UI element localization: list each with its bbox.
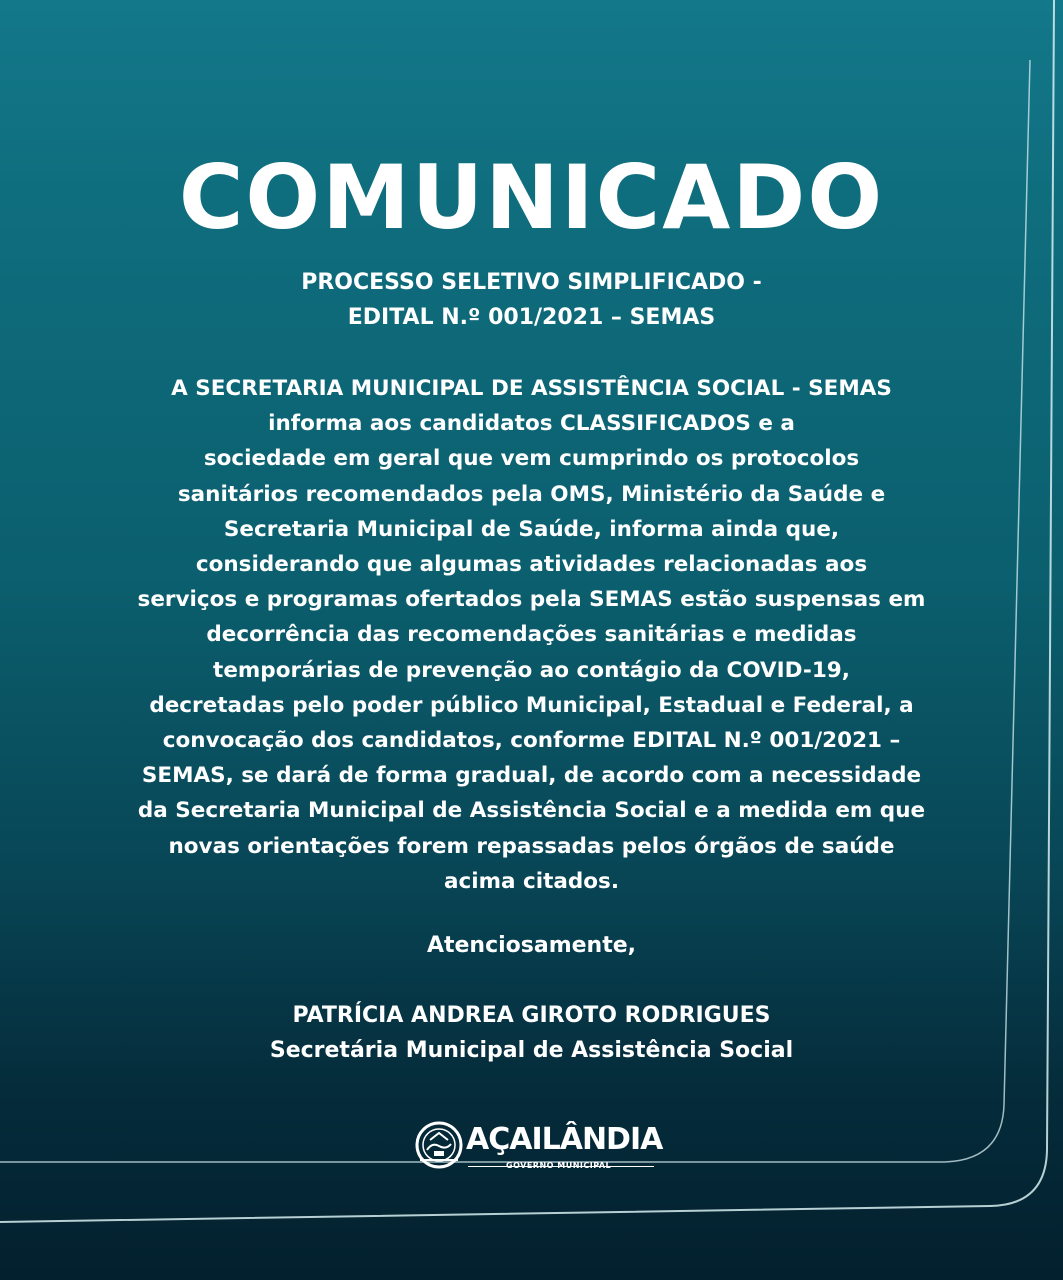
body-line: novas orientações forem repassadas pelos órgãos de saúde xyxy=(168,833,895,859)
body-line: da Secretaria Municipal de Assistência Social e a medida em que xyxy=(137,798,926,824)
body-line: informa aos candidatos CLASSIFICADOS e a xyxy=(268,411,795,437)
body-line: serviços e programas ofertados pela SEMAS estão suspensas em xyxy=(137,587,926,613)
subtitle xyxy=(0,265,1063,335)
body-line: A SECRETARIA MUNICIPAL DE ASSISTÊNCIA SOCIAL - SEMAS xyxy=(171,376,892,401)
city-emblem-icon xyxy=(414,1120,464,1170)
body-line: temporárias de prevenção ao contágio da COVID-19, xyxy=(213,657,850,683)
body-line: SEMAS, se dará de forma gradual, de acordo com a necessidade xyxy=(141,763,922,789)
body-line: convocação dos candidatos, conforme EDITAL N.º 001/2021 – xyxy=(162,728,901,754)
body-line: sociedade em geral que vem cumprindo os protocolos xyxy=(203,446,860,472)
city-logo xyxy=(414,1118,663,1178)
body-line: acima citados. xyxy=(443,868,620,894)
signatory-role: Secretária Municipal de Assistência Social xyxy=(269,1038,794,1063)
body-line: decretadas pelo poder público Municipal, Estadual e Federal, a xyxy=(149,692,914,718)
announcement-body xyxy=(0,371,1063,899)
signature-block xyxy=(0,998,1063,1068)
closing-salutation: Atenciosamente, xyxy=(426,933,637,958)
body-line: sanitários recomendados pela OMS, Ministério da Saúde e xyxy=(177,481,886,507)
page-title: COMUNICADO xyxy=(178,146,885,249)
subtitle-line: EDITAL N.º 001/2021 – SEMAS xyxy=(347,305,716,330)
logo-name: AÇAILÂNDIA xyxy=(466,1122,663,1157)
signatory-name: PATRÍCIA ANDREA GIROTO RODRIGUES xyxy=(292,1003,771,1028)
body-line: Secretaria Municipal de Saúde, informa ainda que, xyxy=(223,516,840,542)
body-line: considerando que algumas atividades relacionadas aos xyxy=(195,552,868,578)
body-line: decorrência das recomendações sanitárias e medidas xyxy=(206,622,857,648)
logo-subtitle: GOVERNO MUNICIPAL xyxy=(506,1161,612,1170)
subtitle-line: PROCESSO SELETIVO SIMPLIFICADO - xyxy=(301,270,762,295)
